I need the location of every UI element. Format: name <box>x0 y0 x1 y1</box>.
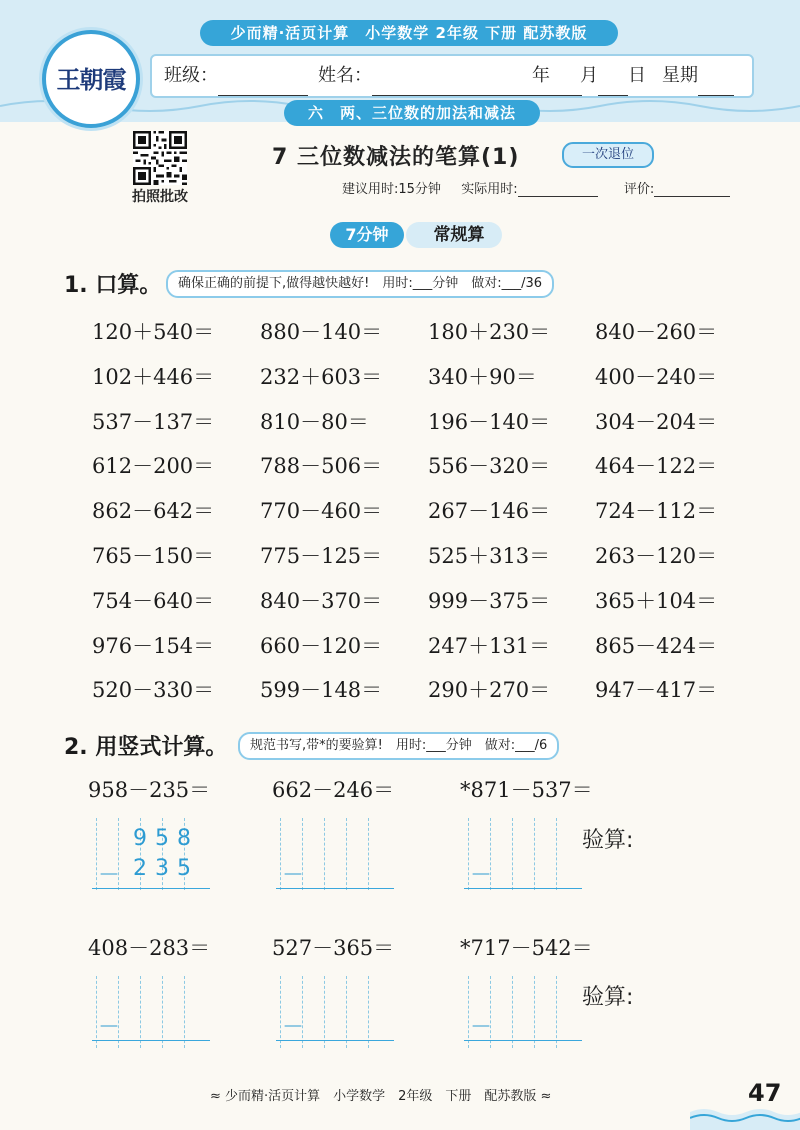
class-field[interactable]: 班级： <box>164 56 308 96</box>
oral-equation: 180＋230＝ <box>428 320 551 344</box>
vertical-equation: 527－365＝ <box>272 936 395 960</box>
oral-equation: 862－642＝ <box>92 499 215 523</box>
vertical-equation: 408－283＝ <box>88 936 211 960</box>
section-1-tip: 确保正确的前提下,做得越快越好! 用时:___分钟 做对:___/36 <box>166 270 554 298</box>
answer-input[interactable] <box>276 890 394 914</box>
date-field[interactable]: 年 月 日 <box>532 56 646 96</box>
minus-sign: － <box>282 863 305 888</box>
qr-code-icon[interactable] <box>133 131 187 185</box>
grid-column-line <box>556 818 557 890</box>
brand-logo <box>42 30 140 128</box>
check-label-1: 验算: <box>582 828 634 853</box>
oral-equation: 537－137＝ <box>92 410 215 434</box>
grid-column-line <box>368 976 369 1048</box>
oral-equation: 724－112＝ <box>595 499 718 523</box>
oral-equation: 120＋540＝ <box>92 320 215 344</box>
grid-column-line <box>556 976 557 1048</box>
grid-column-line <box>534 818 535 890</box>
section-2-tip: 规范书写,带*的要验算! 用时:___分钟 做对:___/6 <box>238 732 559 760</box>
footer-wave <box>690 1098 800 1130</box>
routine-label: 常规算 <box>406 222 502 248</box>
answer-input[interactable] <box>276 1042 394 1066</box>
example-digit-top: 5 <box>155 826 169 851</box>
vertical-equation: *871－537＝ <box>460 778 593 802</box>
oral-equation: 770－460＝ <box>260 499 383 523</box>
qr-label: 拍照批改 <box>132 189 188 205</box>
oral-equation: 947－417＝ <box>595 678 718 702</box>
example-digit-bottom: 3 <box>155 856 169 881</box>
grid-column-line <box>96 976 97 1048</box>
oral-equation: 840－370＝ <box>260 589 383 613</box>
oral-equation: 556－320＝ <box>428 454 551 478</box>
oral-equation: 865－424＝ <box>595 634 718 658</box>
grid-column-line <box>468 818 469 890</box>
oral-equation: 660－120＝ <box>260 634 383 658</box>
oral-equation: 400－240＝ <box>595 365 718 389</box>
oral-equation: 464－122＝ <box>595 454 718 478</box>
oral-equation: 102＋446＝ <box>92 365 215 389</box>
series-title: 少而精·活页计算 小学数学 2年级 下册 配苏教版 <box>200 20 618 46</box>
chapter-title: 六 两、三位数的加法和减法 <box>284 100 540 126</box>
vertical-equation: 662－246＝ <box>272 778 395 802</box>
grid-column-line <box>346 976 347 1048</box>
name-field[interactable]: 姓名： <box>318 56 582 96</box>
oral-equation: 599－148＝ <box>260 678 383 702</box>
page-number: 47 <box>748 1079 782 1107</box>
grid-column-line <box>96 818 97 890</box>
oral-equation: 810－80＝ <box>260 410 369 434</box>
suggested-time: 建议用时:15分钟 <box>342 182 441 197</box>
answer-input[interactable] <box>464 1042 582 1066</box>
grid-column-line <box>140 976 141 1048</box>
example-digit-top: 8 <box>177 826 191 851</box>
oral-equation: 765－150＝ <box>92 544 215 568</box>
student-info-bar <box>150 54 754 98</box>
actual-time-input[interactable] <box>518 182 598 197</box>
oral-equation: 196－140＝ <box>428 410 551 434</box>
time-rating-line <box>342 178 730 197</box>
grid-column-line <box>534 976 535 1048</box>
oral-equation: 976－154＝ <box>92 634 215 658</box>
lesson-tag: 一次退位 <box>562 142 654 168</box>
section-1-title: 1. 口算。 <box>64 273 162 298</box>
oral-equation: 520－330＝ <box>92 678 215 702</box>
rating-label: 评价: <box>623 182 655 197</box>
grid-column-line <box>280 818 281 890</box>
oral-equation: 267－146＝ <box>428 499 551 523</box>
answer-input[interactable] <box>464 890 582 914</box>
grid-column-line <box>324 818 325 890</box>
minus-sign: － <box>282 1015 305 1040</box>
oral-equation: 290＋270＝ <box>428 678 551 702</box>
grid-column-line <box>346 818 347 890</box>
oral-equation: 525＋313＝ <box>428 544 551 568</box>
grid-column-line <box>324 976 325 1048</box>
minus-sign: － <box>470 863 493 888</box>
grid-column-line <box>368 818 369 890</box>
section-2-title: 2. 用竖式计算。 <box>64 735 228 760</box>
answer-input[interactable] <box>92 1042 210 1066</box>
minus-sign: － <box>470 1015 493 1040</box>
oral-equation: 263－120＝ <box>595 544 718 568</box>
oral-equation: 999－375＝ <box>428 589 551 613</box>
lesson-title: 7 三位数减法的笔算(1) <box>272 145 520 170</box>
check-label-2: 验算: <box>582 985 634 1010</box>
minus-sign: － <box>98 1015 121 1040</box>
answer-input[interactable] <box>92 890 210 914</box>
rating-input[interactable] <box>654 182 730 197</box>
grid-column-line <box>162 976 163 1048</box>
actual-time-label: 实际用时: <box>461 182 518 197</box>
oral-equation: 340＋90＝ <box>428 365 537 389</box>
oral-equation: 788－506＝ <box>260 454 383 478</box>
minutes-badge: 7分钟 <box>330 222 404 248</box>
footer-text: ≈ 少而精·活页计算 小学数学 2年级 下册 配苏教版 ≈ <box>210 1089 552 1104</box>
oral-equation: 232＋603＝ <box>260 365 383 389</box>
logo-text: 王朝霞 <box>56 65 126 94</box>
oral-equation: 612－200＝ <box>92 454 215 478</box>
minus-sign: － <box>98 863 121 888</box>
oral-equation: 304－204＝ <box>595 410 718 434</box>
grid-column-line <box>280 976 281 1048</box>
weekday-field[interactable]: 星期 <box>662 56 734 96</box>
oral-equation: 775－125＝ <box>260 544 383 568</box>
oral-equation: 247＋131＝ <box>428 634 551 658</box>
example-digit-top: 9 <box>133 826 147 851</box>
example-digit-bottom: 5 <box>177 856 191 881</box>
oral-equation: 880－140＝ <box>260 320 383 344</box>
grid-column-line <box>184 976 185 1048</box>
grid-column-line <box>512 976 513 1048</box>
oral-equation: 840－260＝ <box>595 320 718 344</box>
vertical-equation: *717－542＝ <box>460 936 593 960</box>
grid-column-line <box>512 818 513 890</box>
example-digit-bottom: 2 <box>133 856 147 881</box>
vertical-equation: 958－235＝ <box>88 778 211 802</box>
grid-column-line <box>468 976 469 1048</box>
oral-equation: 365＋104＝ <box>595 589 718 613</box>
oral-equation: 754－640＝ <box>92 589 215 613</box>
